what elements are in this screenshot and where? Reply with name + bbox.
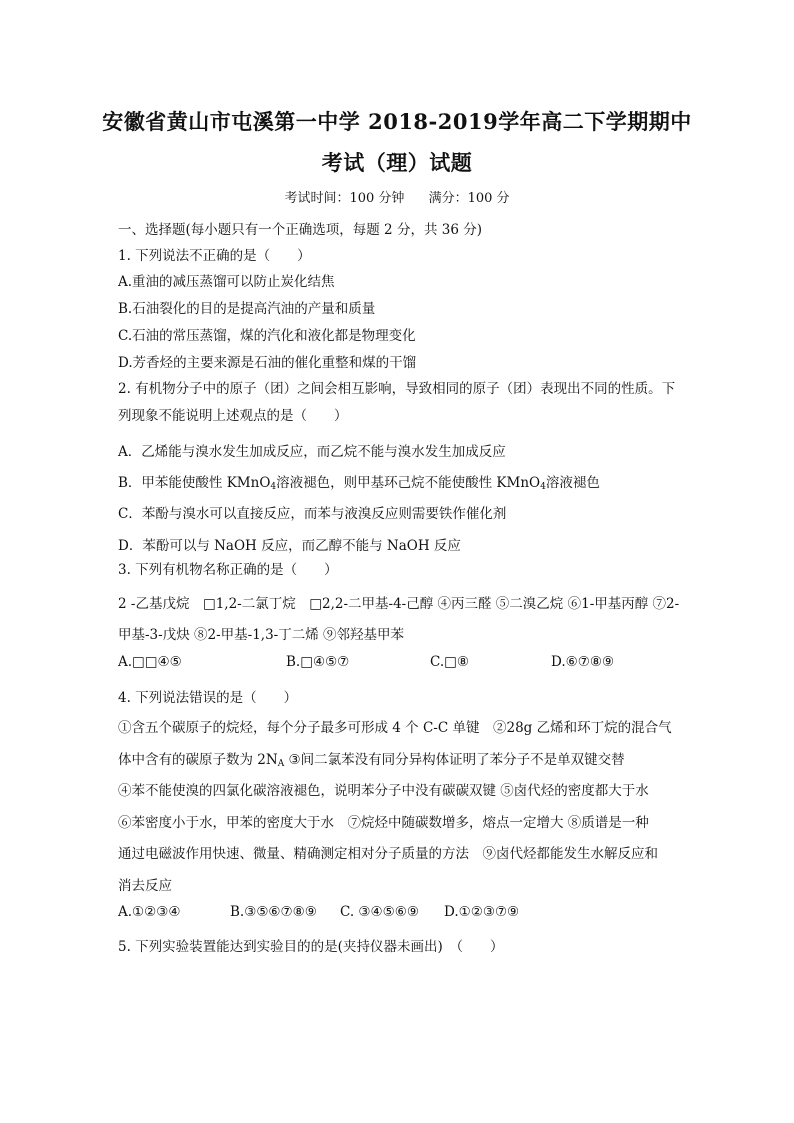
- q2-option-a: A．乙烯能与溴水发生加成反应，而乙烷不能与溴水发生加成反应: [118, 444, 506, 460]
- exam-time: 考试时间：100 分钟: [284, 191, 405, 206]
- q1-option-b: B.石油裂化的目的是提高汽油的产量和质量: [118, 301, 376, 317]
- q4-option-d: D.①②③⑦⑨: [444, 904, 520, 920]
- q4-line-5: 通过电磁波作用快速、微量、精确测定相对分子质量的方法 ⑨卤代烃都能发生水解反应和: [118, 846, 658, 862]
- q4-line-2-text-2: ③间二氯苯没有同分异构体证明了苯分子不是单双键交替: [284, 752, 625, 768]
- q2-b-text-1: B．甲苯能使酸性 KMnO: [118, 475, 271, 491]
- q4-line-1: ①含五个碳原子的烷烃，每个分子最多可形成 4 个 C-C 单键 ②28g 乙烯和环丁烷的混合气: [118, 720, 672, 736]
- exam-score: 满分：100 分: [428, 191, 510, 206]
- q4-stem: 4. 下列说法错误的是（ ）: [118, 690, 298, 706]
- q3-option-c: C.□⑧: [430, 654, 469, 670]
- q2-stem-line-1: 2. 有机物分子中的原子（团）之间会相互影响，导致相同的原子（团）表现出不同的性质。下: [118, 381, 676, 397]
- section-heading: 一、选择题(每小题只有一个正确选项，每题 2 分，共 36 分): [118, 222, 482, 238]
- q3-option-b: B.□④⑤⑦: [286, 654, 350, 670]
- q3-option-a: A.□□④⑤: [118, 654, 182, 670]
- q1-option-c: C.石油的常压蒸馏，煤的汽化和液化都是物理变化: [118, 328, 416, 344]
- q2-option-c: C．苯酚与溴水可以直接反应，而苯与液溴反应则需要铁作催化剂: [118, 506, 507, 522]
- q4-line-2-subscript: A: [277, 759, 285, 769]
- q4-option-a: A.①②③④: [118, 904, 181, 920]
- title-line-1: 安徽省黄山市屯溪第一中学 2018-2019学年高二下学期期中: [102, 109, 692, 134]
- title-line-2: 考试（理）试题: [321, 150, 473, 175]
- q2-b-subscript-1: 4: [270, 482, 277, 492]
- q2-option-b: [118, 471, 600, 492]
- q1-option-a: A.重油的减压蒸馏可以防止炭化结焦: [118, 274, 335, 290]
- q2-option-d: D．苯酚可以与 NaOH 反应，而乙醇不能与 NaOH 反应: [118, 538, 461, 554]
- q2-b-text-3: 溶液褪色: [545, 475, 600, 491]
- q4-line-3: ④苯不能使溴的四氯化碳溶液褪色，说明苯分子中没有碳碳双键 ⑤卤代烃的密度都大于水: [118, 783, 649, 799]
- q3-option-d: D.⑥⑦⑧⑨: [551, 654, 615, 670]
- q1-stem: 1. 下列说法不正确的是（ ）: [118, 248, 311, 264]
- q4-option-b: B.③⑤⑥⑦⑧⑨: [230, 904, 317, 920]
- q5-stem: 5. 下列实验装置能达到实验目的的是(夹持仪器未画出) （ ）: [118, 939, 504, 955]
- exam-meta: [0, 187, 794, 206]
- q2-b-text-2: 溶液褪色，则甲基环己烷不能使酸性 KMnO: [276, 475, 541, 491]
- q4-line-6: 消去反应: [118, 878, 172, 894]
- q2-b-subscript-2: 4: [540, 482, 546, 492]
- q4-line-4: ⑥苯密度小于水，甲苯的密度大于水 ⑦烷烃中随碳数增多，熔点一定增大 ⑧质谱是一种: [118, 815, 649, 831]
- q2-stem-line-2: 列现象不能说明上述观点的是（ ）: [118, 408, 348, 424]
- q1-option-d: D.芳香烃的主要来源是石油的催化重整和煤的干馏: [118, 355, 417, 371]
- q3-stem: 3. 下列有机物名称正确的是（ ）: [118, 562, 338, 578]
- q3-line-1: 2 -乙基戊烷 □1,2-二氯丁烷 □2,2-二甲基-4-己醇 ④丙三醛 ⑤二溴乙烷 ⑥1-甲基丙醇 ⑦2-: [118, 596, 680, 612]
- q3-line-2: 甲基-3-戊炔 ⑧2-甲基-1,3-丁二烯 ⑨邻羟基甲苯: [118, 627, 405, 643]
- q4-line-2: [118, 748, 625, 769]
- q4-option-c: C. ③④⑤⑥⑨: [340, 904, 419, 920]
- q4-line-2-text-1: 体中含有的碳原子数为 2N: [118, 752, 278, 768]
